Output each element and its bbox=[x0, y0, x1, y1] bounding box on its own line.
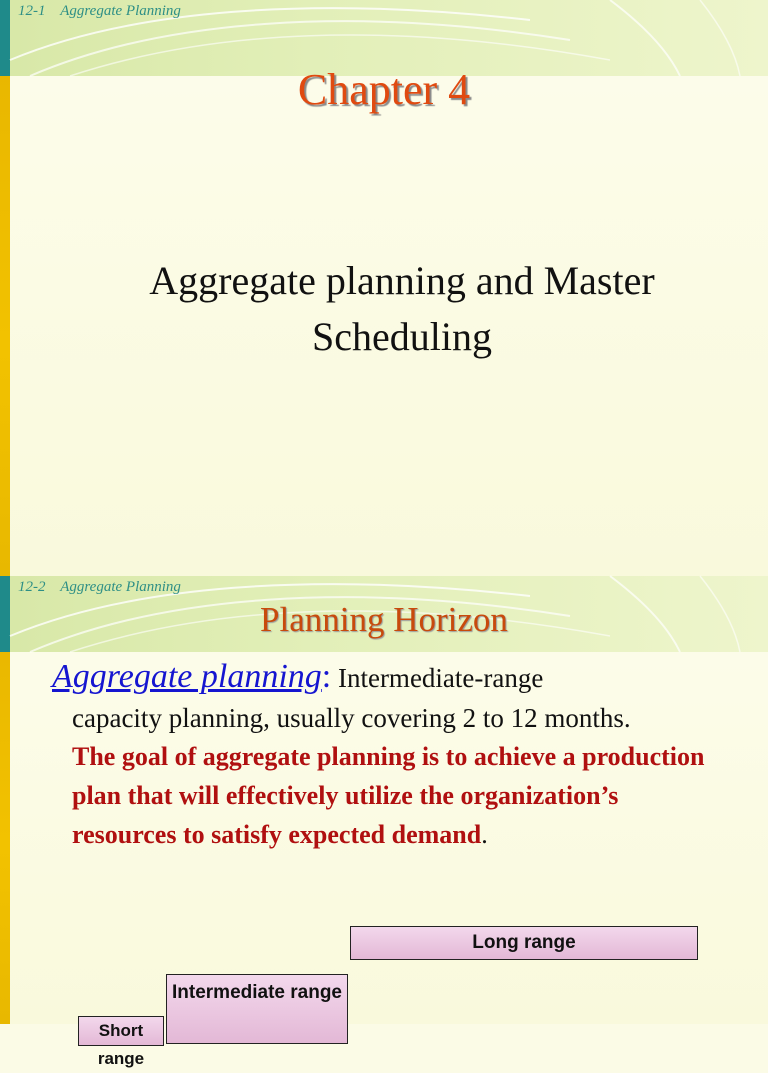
definition-text-1: Intermediate-range bbox=[331, 663, 544, 693]
definition-paragraph bbox=[52, 656, 752, 854]
slide-header-tag: 12-1 Aggregate Planning bbox=[18, 3, 181, 19]
short-range-box: Short range bbox=[78, 1016, 164, 1046]
slide-title: Chapter 4 bbox=[297, 65, 471, 114]
slide-header-tag: 12-2 Aggregate Planning bbox=[18, 579, 181, 595]
left-accent-bar bbox=[0, 576, 10, 1024]
definition-line-1 bbox=[52, 656, 752, 699]
goal-text: The goal of aggregate planning is to achieve a production plan that will effectively utilize the organization’s resources to satisfy expected demand bbox=[72, 742, 705, 849]
slide-title: Planning Horizon bbox=[260, 600, 508, 639]
term-aggregate-planning: Aggregate planning bbox=[52, 658, 322, 695]
long-range-box: Long range bbox=[350, 926, 698, 960]
slide-2 bbox=[0, 576, 768, 1068]
goal-period: . bbox=[481, 820, 488, 849]
definition-line-2: capacity planning, usually covering 2 to 12 months. bbox=[72, 703, 631, 733]
goal-statement bbox=[52, 737, 722, 854]
intermediate-range-box: Intermediate range bbox=[166, 974, 348, 1044]
slide-subtitle: Aggregate planning and Master Scheduling bbox=[149, 258, 655, 359]
term-colon: : bbox=[321, 658, 332, 695]
